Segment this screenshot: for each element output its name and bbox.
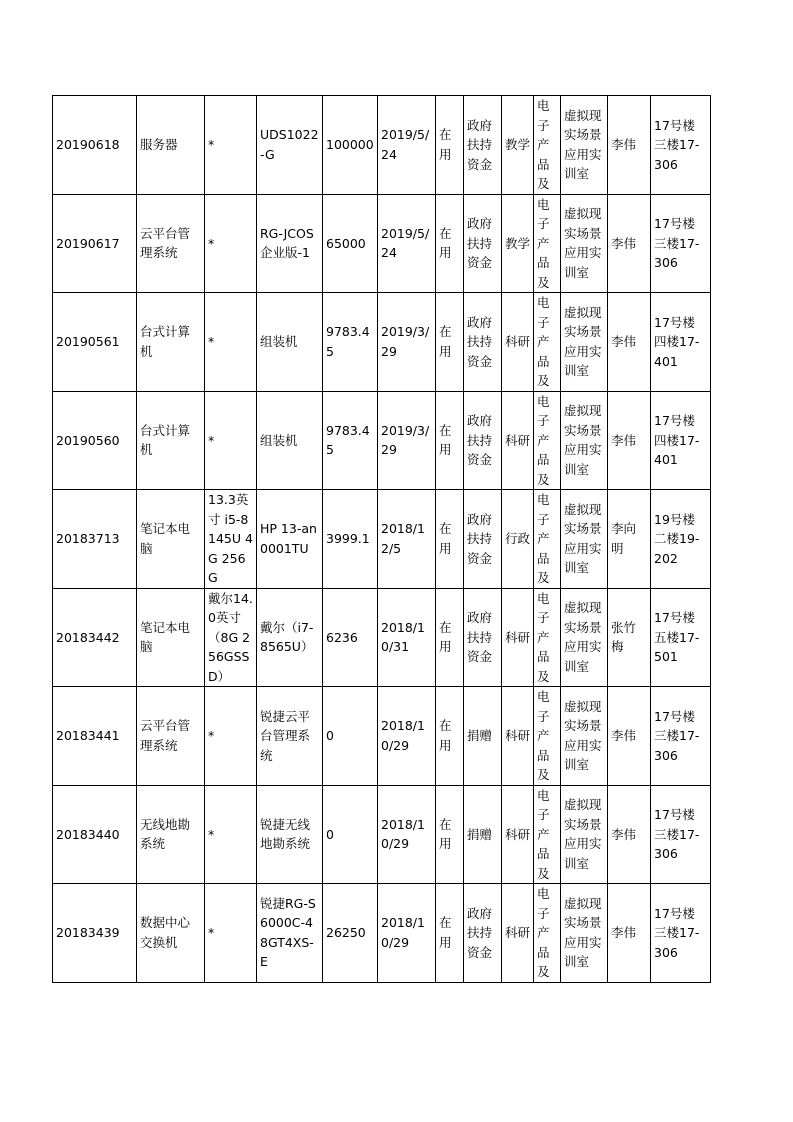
usage-cell: 科研: [502, 687, 534, 786]
asset-name-cell: 服务器: [137, 96, 205, 195]
model-cell: 戴尔（i7-8565U）: [257, 588, 323, 687]
asset-name-cell: 台式计算机: [137, 293, 205, 392]
model-cell: HP 13-an0001TU: [257, 490, 323, 589]
room-cell: 17号楼三楼17-306: [651, 785, 711, 884]
location-cell: 虚拟现实场景应用实训室: [561, 391, 608, 490]
asset-name-cell: 笔记本电脑: [137, 490, 205, 589]
funding-source-cell: 政府扶持资金: [464, 588, 502, 687]
keeper-cell: 李伟: [608, 884, 651, 983]
asset-number-cell: 20183713: [53, 490, 137, 589]
spec-cell: *: [205, 391, 257, 490]
asset-name-cell: 云平台管理系统: [137, 687, 205, 786]
room-cell: 17号楼三楼17-306: [651, 687, 711, 786]
department-cell: 电子产品及: [534, 490, 561, 589]
keeper-cell: 李伟: [608, 687, 651, 786]
location-cell: 虚拟现实场景应用实训室: [561, 96, 608, 195]
location-cell: 虚拟现实场景应用实训室: [561, 490, 608, 589]
keeper-cell: 李伟: [608, 293, 651, 392]
asset-number-cell: 20190561: [53, 293, 137, 392]
asset-name-cell: 无线地勘系统: [137, 785, 205, 884]
price-cell: 6236: [323, 588, 378, 687]
price-cell: 3999.1: [323, 490, 378, 589]
model-cell: 锐捷无线地勘系统: [257, 785, 323, 884]
status-cell: 在用: [436, 687, 464, 786]
spec-cell: *: [205, 884, 257, 983]
funding-source-cell: 政府扶持资金: [464, 96, 502, 195]
asset-name-cell: 云平台管理系统: [137, 194, 205, 293]
status-cell: 在用: [436, 96, 464, 195]
room-cell: 17号楼三楼17-306: [651, 96, 711, 195]
price-cell: 65000: [323, 194, 378, 293]
table-row: [53, 96, 711, 195]
usage-cell: 教学: [502, 194, 534, 293]
department-cell: 电子产品及: [534, 391, 561, 490]
date-cell: 2019/5/24: [378, 96, 436, 195]
usage-cell: 科研: [502, 588, 534, 687]
location-cell: 虚拟现实场景应用实训室: [561, 884, 608, 983]
funding-source-cell: 政府扶持资金: [464, 884, 502, 983]
keeper-cell: 张竹梅: [608, 588, 651, 687]
spec-cell: *: [205, 96, 257, 195]
asset-number-cell: 20183439: [53, 884, 137, 983]
funding-source-cell: 政府扶持资金: [464, 391, 502, 490]
room-cell: 17号楼四楼17-401: [651, 293, 711, 392]
table-row: [53, 490, 711, 589]
asset-number-cell: 20190560: [53, 391, 137, 490]
status-cell: 在用: [436, 785, 464, 884]
keeper-cell: 李伟: [608, 194, 651, 293]
model-cell: UDS1022-G: [257, 96, 323, 195]
room-cell: 19号楼二楼19-202: [651, 490, 711, 589]
department-cell: 电子产品及: [534, 785, 561, 884]
asset-number-cell: 20183441: [53, 687, 137, 786]
table-row: [53, 194, 711, 293]
price-cell: 26250: [323, 884, 378, 983]
status-cell: 在用: [436, 293, 464, 392]
asset-rows: [53, 96, 711, 983]
model-cell: RG-JCOS企业版-1: [257, 194, 323, 293]
price-cell: 0: [323, 687, 378, 786]
table-row: [53, 588, 711, 687]
location-cell: 虚拟现实场景应用实训室: [561, 785, 608, 884]
funding-source-cell: 政府扶持资金: [464, 194, 502, 293]
status-cell: 在用: [436, 490, 464, 589]
keeper-cell: 李伟: [608, 785, 651, 884]
usage-cell: 科研: [502, 884, 534, 983]
date-cell: 2019/3/29: [378, 293, 436, 392]
asset-number-cell: 20183440: [53, 785, 137, 884]
room-cell: 17号楼三楼17-306: [651, 194, 711, 293]
funding-source-cell: 捐赠: [464, 687, 502, 786]
usage-cell: 行政: [502, 490, 534, 589]
asset-name-cell: 台式计算机: [137, 391, 205, 490]
model-cell: 锐捷RG-S6000C-48GT4XS-E: [257, 884, 323, 983]
date-cell: 2018/10/29: [378, 785, 436, 884]
location-cell: 虚拟现实场景应用实训室: [561, 194, 608, 293]
usage-cell: 教学: [502, 96, 534, 195]
department-cell: 电子产品及: [534, 884, 561, 983]
usage-cell: 科研: [502, 785, 534, 884]
date-cell: 2019/3/29: [378, 391, 436, 490]
asset-table: [52, 95, 711, 983]
status-cell: 在用: [436, 884, 464, 983]
price-cell: 100000: [323, 96, 378, 195]
asset-name-cell: 笔记本电脑: [137, 588, 205, 687]
location-cell: 虚拟现实场景应用实训室: [561, 588, 608, 687]
table-row: [53, 687, 711, 786]
status-cell: 在用: [436, 391, 464, 490]
department-cell: 电子产品及: [534, 293, 561, 392]
location-cell: 虚拟现实场景应用实训室: [561, 293, 608, 392]
date-cell: 2018/10/31: [378, 588, 436, 687]
spec-cell: *: [205, 194, 257, 293]
table-row: [53, 785, 711, 884]
model-cell: 锐捷云平台管理系统: [257, 687, 323, 786]
price-cell: 9783.45: [323, 293, 378, 392]
usage-cell: 科研: [502, 293, 534, 392]
department-cell: 电子产品及: [534, 588, 561, 687]
price-cell: 0: [323, 785, 378, 884]
date-cell: 2018/10/29: [378, 884, 436, 983]
spec-cell: *: [205, 785, 257, 884]
spec-cell: *: [205, 293, 257, 392]
funding-source-cell: 政府扶持资金: [464, 490, 502, 589]
price-cell: 9783.45: [323, 391, 378, 490]
funding-source-cell: 政府扶持资金: [464, 293, 502, 392]
date-cell: 2018/12/5: [378, 490, 436, 589]
usage-cell: 科研: [502, 391, 534, 490]
table-row: [53, 293, 711, 392]
department-cell: 电子产品及: [534, 194, 561, 293]
department-cell: 电子产品及: [534, 96, 561, 195]
room-cell: 17号楼三楼17-306: [651, 884, 711, 983]
table-row: [53, 884, 711, 983]
status-cell: 在用: [436, 588, 464, 687]
spec-cell: *: [205, 687, 257, 786]
location-cell: 虚拟现实场景应用实训室: [561, 687, 608, 786]
keeper-cell: 李向明: [608, 490, 651, 589]
spec-cell: 戴尔14.0英寸（8G 256GSSD）: [205, 588, 257, 687]
model-cell: 组装机: [257, 391, 323, 490]
keeper-cell: 李伟: [608, 96, 651, 195]
date-cell: 2019/5/24: [378, 194, 436, 293]
room-cell: 17号楼五楼17-501: [651, 588, 711, 687]
status-cell: 在用: [436, 194, 464, 293]
keeper-cell: 李伟: [608, 391, 651, 490]
department-cell: 电子产品及: [534, 687, 561, 786]
date-cell: 2018/10/29: [378, 687, 436, 786]
asset-name-cell: 数据中心交换机: [137, 884, 205, 983]
asset-number-cell: 20190618: [53, 96, 137, 195]
table-row: [53, 391, 711, 490]
asset-number-cell: 20190617: [53, 194, 137, 293]
model-cell: 组装机: [257, 293, 323, 392]
spec-cell: 13.3英寸 i5-8145U 4G 256G: [205, 490, 257, 589]
funding-source-cell: 捐赠: [464, 785, 502, 884]
room-cell: 17号楼四楼17-401: [651, 391, 711, 490]
asset-number-cell: 20183442: [53, 588, 137, 687]
